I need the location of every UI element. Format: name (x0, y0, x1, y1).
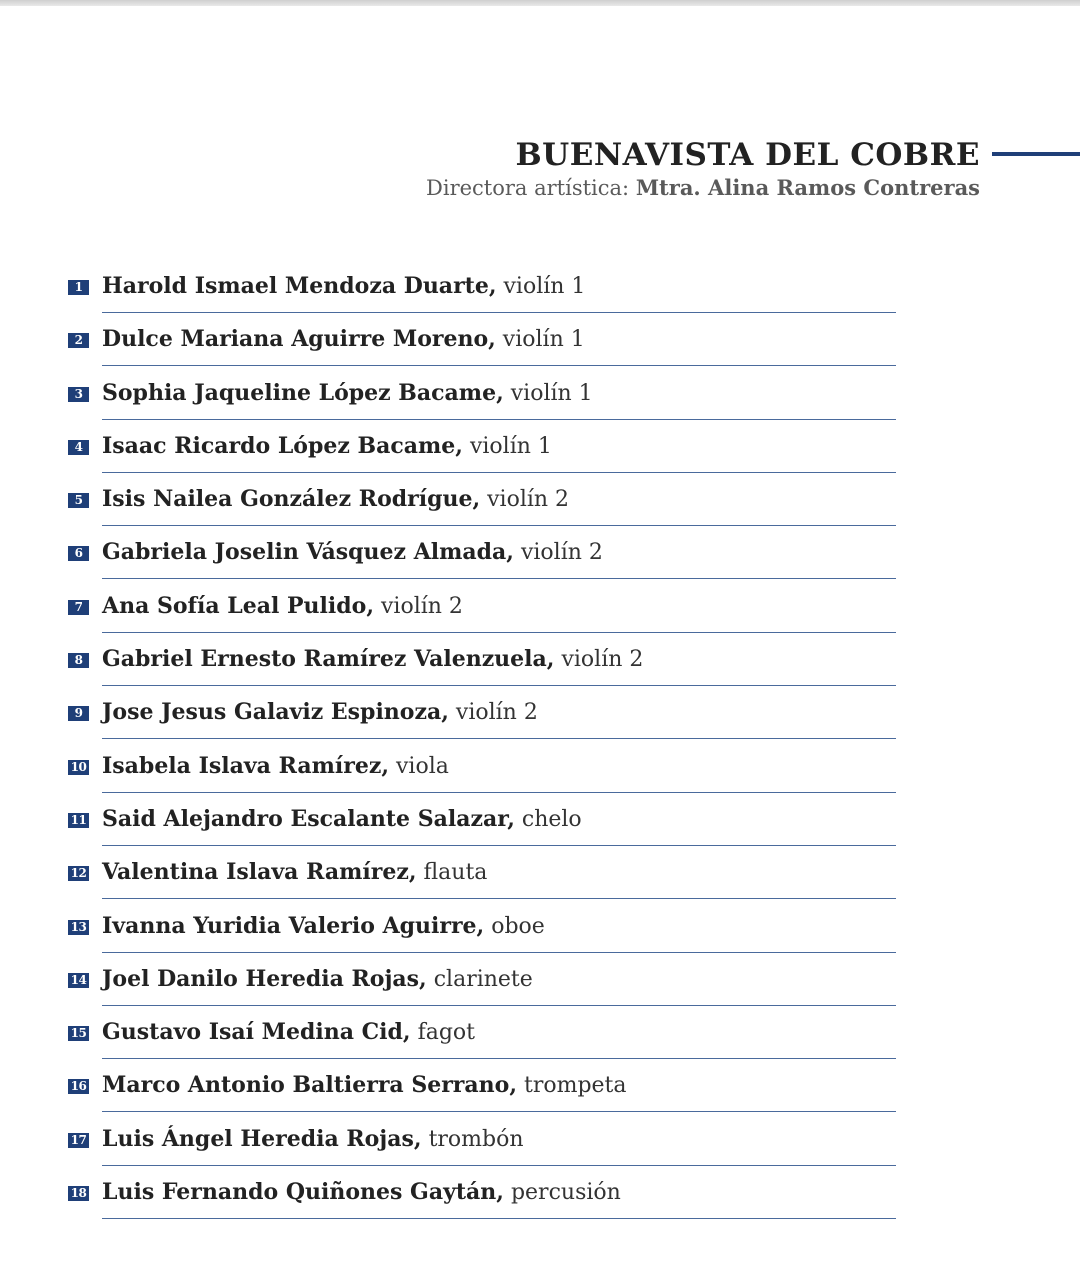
member-instrument: violín 2 (520, 540, 603, 566)
member-row (66, 640, 896, 693)
member-name: Gabriel Ernesto Ramírez Valenzuela, (102, 646, 555, 673)
row-divider (102, 1218, 896, 1219)
row-divider (102, 365, 896, 366)
member-text (102, 591, 463, 622)
member-instrument: trompeta (523, 1073, 627, 1099)
member-row (66, 533, 896, 586)
section-header (426, 136, 980, 202)
row-divider (102, 738, 896, 739)
row-divider (102, 898, 896, 899)
member-number-badge: 1 (68, 280, 89, 295)
member-row (66, 853, 896, 906)
row-divider (102, 419, 896, 420)
member-text (102, 1177, 621, 1208)
row-divider (102, 1058, 896, 1059)
member-number-badge: 3 (68, 387, 89, 402)
member-name: Gustavo Isaí Medina Cid, (102, 1019, 411, 1046)
member-name: Marco Antonio Baltierra Serrano, (102, 1072, 517, 1099)
member-instrument: violín 1 (510, 380, 593, 406)
member-name: Isabela Islava Ramírez, (102, 752, 389, 779)
row-divider (102, 792, 896, 793)
member-text (102, 857, 487, 888)
member-text (102, 804, 582, 835)
member-number-badge: 5 (68, 493, 89, 508)
member-text (102, 324, 585, 355)
member-number-badge: 15 (68, 1026, 89, 1041)
member-name: Isis Nailea González Rodrígue, (102, 486, 481, 513)
member-number-badge: 10 (68, 760, 89, 775)
member-instrument: oboe (491, 913, 545, 939)
member-text (102, 271, 585, 302)
member-row (66, 907, 896, 960)
member-instrument: violín 1 (469, 433, 552, 459)
top-edge-divider (0, 0, 1080, 6)
member-text (102, 751, 449, 782)
member-row (66, 427, 896, 480)
director-line (426, 174, 980, 202)
member-number-badge: 13 (68, 920, 89, 935)
row-divider (102, 1005, 896, 1006)
ensemble-title: BUENAVISTA DEL COBRE (515, 137, 980, 173)
member-list (66, 267, 896, 1226)
row-divider (102, 685, 896, 686)
member-number-badge: 7 (68, 600, 89, 615)
member-name: Jose Jesus Galaviz Espinoza, (102, 699, 449, 726)
member-row (66, 1013, 896, 1066)
member-row (66, 1173, 896, 1226)
member-number-badge: 18 (68, 1186, 89, 1201)
member-number-badge: 12 (68, 866, 89, 881)
row-divider (102, 472, 896, 473)
member-name: Luis Fernando Quiñones Gaytán, (102, 1179, 504, 1206)
member-text (102, 378, 593, 409)
member-instrument: flauta (423, 860, 488, 886)
member-text (102, 911, 545, 942)
member-row (66, 693, 896, 746)
member-number-badge: 17 (68, 1133, 89, 1148)
member-text (102, 964, 533, 995)
row-divider (102, 312, 896, 313)
row-divider (102, 525, 896, 526)
member-number-badge: 11 (68, 813, 89, 828)
member-number-badge: 8 (68, 653, 89, 668)
member-instrument: trombón (428, 1126, 524, 1152)
member-text (102, 431, 552, 462)
member-instrument: violín 2 (455, 700, 538, 726)
member-text (102, 644, 643, 675)
title-accent-line (992, 152, 1080, 156)
member-row (66, 960, 896, 1013)
row-divider (102, 1165, 896, 1166)
member-row (66, 800, 896, 853)
member-text (102, 484, 569, 515)
member-instrument: percusión (510, 1180, 621, 1206)
member-row (66, 320, 896, 373)
member-text (102, 1070, 627, 1101)
row-divider (102, 1111, 896, 1112)
member-number-badge: 16 (68, 1079, 89, 1094)
member-name: Gabriela Joselin Vásquez Almada, (102, 539, 514, 566)
member-name: Harold Ismael Mendoza Duarte, (102, 273, 497, 299)
row-divider (102, 952, 896, 953)
member-row (66, 480, 896, 533)
member-instrument: violín 1 (502, 327, 585, 353)
member-number-badge: 4 (68, 440, 89, 455)
row-divider (102, 845, 896, 846)
member-text (102, 537, 603, 568)
member-name: Valentina Islava Ramírez, (102, 859, 417, 886)
director-label: Directora artística: (426, 176, 630, 200)
member-number-badge: 9 (68, 706, 89, 721)
member-instrument: violín 2 (380, 593, 463, 619)
member-row (66, 374, 896, 427)
member-instrument: violín 2 (561, 647, 644, 673)
member-number-badge: 2 (68, 333, 89, 348)
member-text (102, 1124, 524, 1155)
member-text (102, 697, 538, 728)
member-row (66, 1120, 896, 1173)
director-name: Mtra. Alina Ramos Contreras (635, 175, 980, 200)
member-row (66, 1066, 896, 1119)
member-row (66, 267, 896, 320)
member-instrument: violín 1 (503, 274, 586, 299)
row-divider (102, 632, 896, 633)
member-name: Joel Danilo Heredia Rojas, (102, 965, 427, 992)
member-instrument: chelo (521, 806, 582, 832)
member-number-badge: 6 (68, 546, 89, 561)
member-name: Sophia Jaqueline López Bacame, (102, 379, 504, 406)
member-text (102, 1017, 475, 1048)
member-name: Isaac Ricardo López Bacame, (102, 432, 463, 459)
member-name: Dulce Mariana Aguirre Moreno, (102, 326, 496, 353)
member-instrument: fagot (417, 1020, 475, 1046)
member-name: Said Alejandro Escalante Salazar, (102, 805, 515, 832)
member-name: Luis Ángel Heredia Rojas, (102, 1125, 422, 1152)
member-instrument: viola (396, 753, 449, 779)
member-row (66, 587, 896, 640)
member-name: Ivanna Yuridia Valerio Aguirre, (102, 912, 485, 939)
member-number-badge: 14 (68, 973, 89, 988)
member-instrument: violín 2 (487, 487, 570, 513)
row-divider (102, 578, 896, 579)
member-instrument: clarinete (433, 966, 533, 992)
member-name: Ana Sofía Leal Pulido, (102, 592, 374, 619)
member-row (66, 747, 896, 800)
